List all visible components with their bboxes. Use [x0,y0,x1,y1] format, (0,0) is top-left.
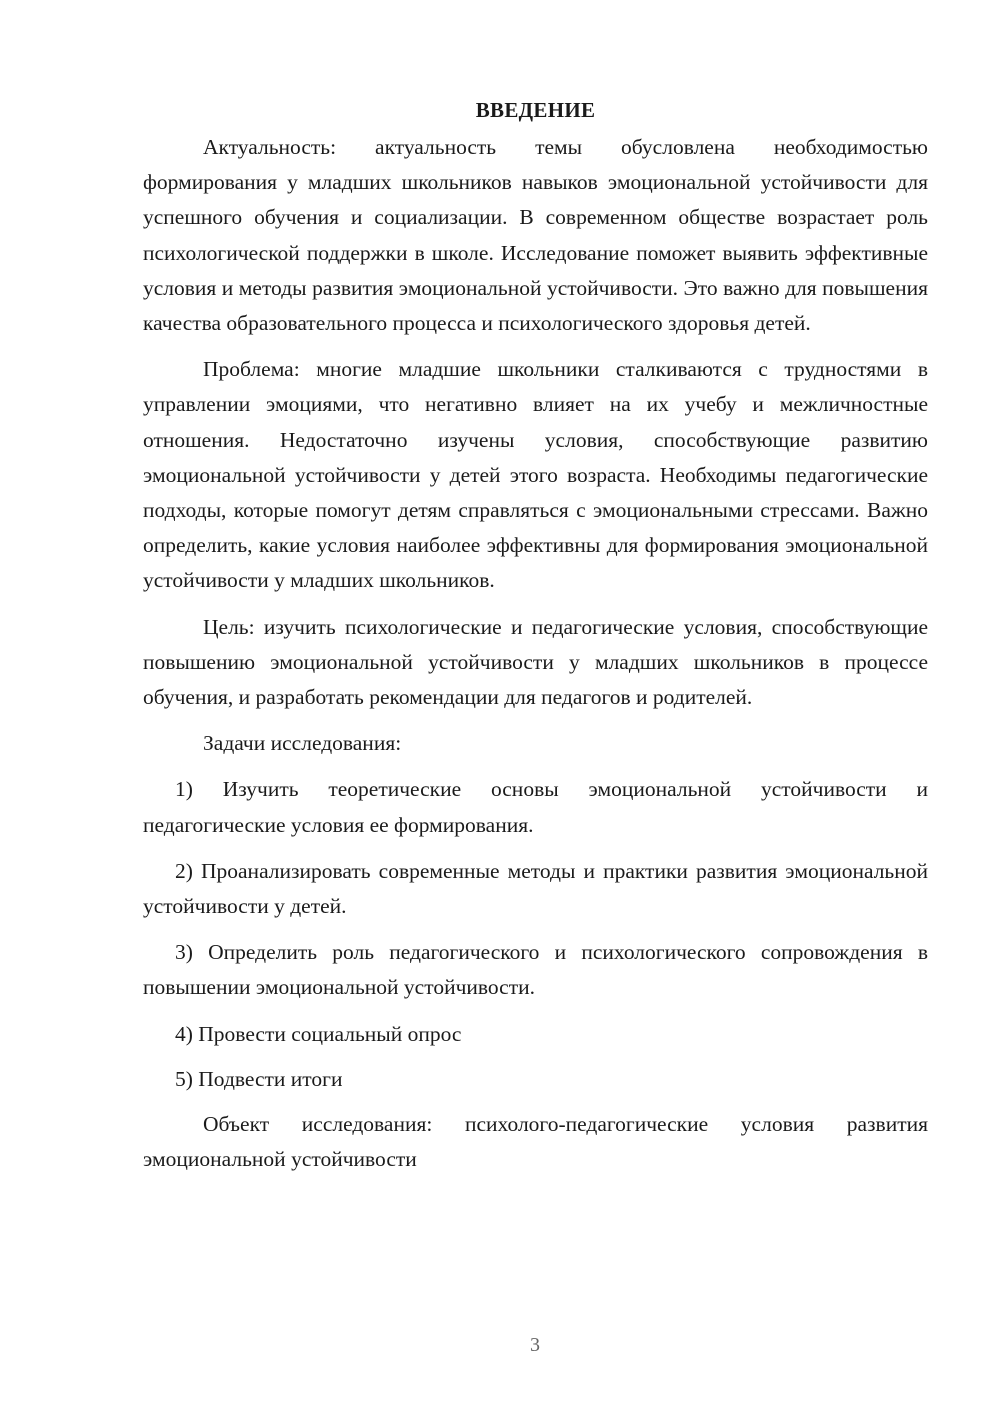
problem-paragraph: Проблема: многие младшие школьники сталкиваются с трудностями в управлении эмоциями, что негативно влияет на их учебу и межличностные отношения. Недостаточно изучены условия, способствующие развитию эмоциональной устойчивости у детей этого возраста. Необходимы педагогические подходы, которые помогут детям справляться с эмоциональными стрессами. Важно определить, какие условия наиболее эффективны для формирования эмоциональной устойчивости у младших школьников. [143,357,928,593]
page-number: 3 [530,1334,540,1356]
goal-paragraph: Цель: изучить психологические и педагогические условия, способствующие повышению эмоциональной устойчивости у младших школьников в процессе обучения, и разработать рекомендации для педагогов и родителей. [143,614,928,710]
document-page [143,94,928,1188]
relevance-paragraph: Актуальность: актуальность темы обусловлена необходимостью формирования у младших школьников навыков эмоциональной устойчивости для успешного обучения и социализации. В современном обществе возрастает роль психологической поддержки в школе. Исследование поможет выявить эффективные условия и методы развития эмоциональной устойчивости. Это важно для повышения качества образовательного процесса и психологического здоровья детей. [143,135,928,336]
object-paragraph: Объект исследования: психолого-педагогические условия развития эмоциональной устойчивости [143,1112,928,1172]
task-item-1: 1) Изучить теоретические основы эмоциональной устойчивости и педагогические условия ее формирования. [143,777,928,837]
task-item-3: 3) Определить роль педагогического и психологического сопровождения в повышении эмоциональной устойчивости. [143,940,928,1000]
task-item-5: 5) Подвести итоги [175,1066,343,1091]
page-title: ВВЕДЕНИЕ [475,98,596,122]
tasks-heading: Задачи исследования: [203,731,402,756]
task-item-4: 4) Провести социальный опрос [175,1021,462,1046]
task-item-2: 2) Проанализировать современные методы и практики развития эмоциональной устойчивости у детей. [143,858,928,919]
